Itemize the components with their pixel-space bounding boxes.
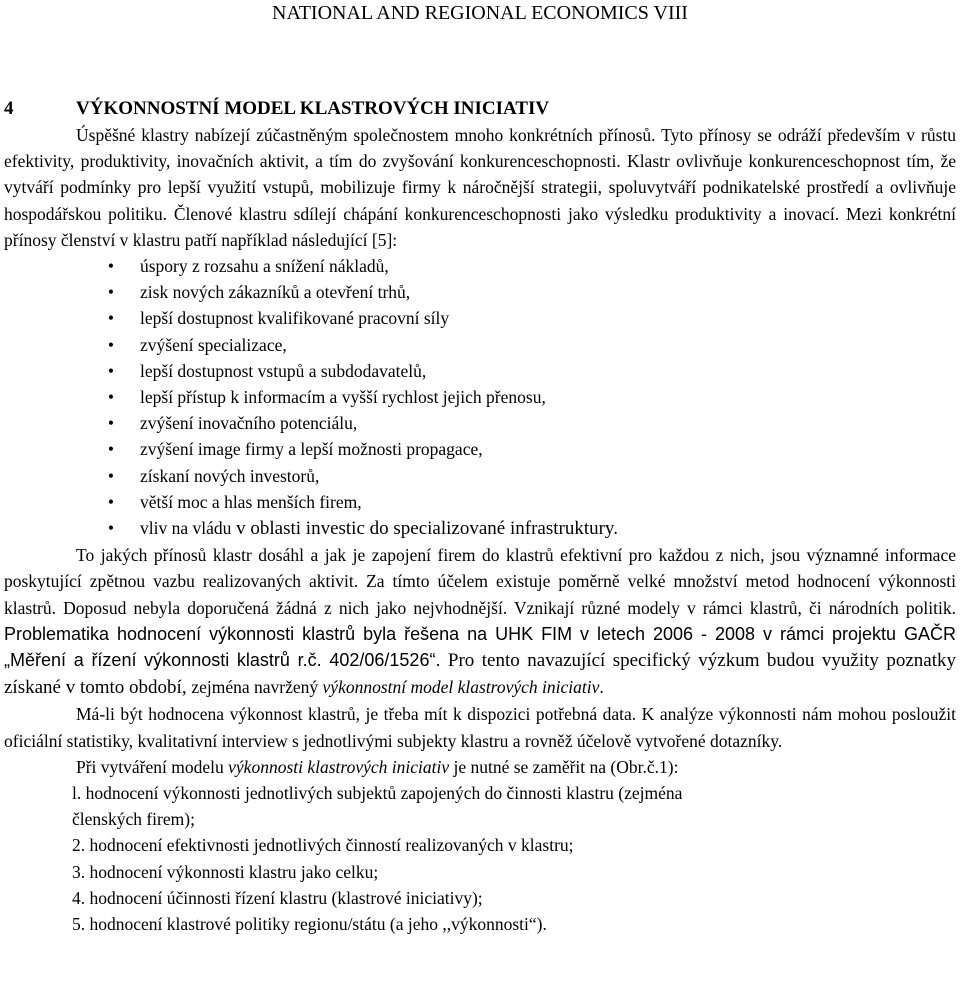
running-header: NATIONAL AND REGIONAL ECONOMICS VIII <box>272 2 688 24</box>
bullet-icon: • <box>107 308 115 329</box>
section-number: 4 <box>4 98 14 119</box>
evaluation-paragraph: To jakých přínosů klastr dosáhl a jak je zapojení firem do klastrů efektivní pro každou z nich, jsou významné informace poskytující zpětnou vazbu realizovaných aktivit. Za tímto účelem existuje poměrně velké množství metod hodnocení výkonnosti klastrů. Doposud nebyla doporučená žádná z nich jako nejvhodnější. Vznikají různé modely v rámci klastrů, či národních politik. Problematika hodnocení výkonnosti klastrů byla řešena na UHK FIM v letech 2006 - 2008 v rámci projektu GAČR „Měření a řízení výkonnosti klastrů r.č. 402/06/1526“. Pro tento navazující specifický výzkum budou využity poznatky získané v tomto období, zejména navržený výkonnostní model klastrových iniciativ. <box>4 545 956 699</box>
bullet-icon: • <box>107 439 115 460</box>
bullet-icon: • <box>107 413 115 434</box>
list-item: • zvýšení specializace, <box>4 332 956 358</box>
section-title: VÝKONNOSTNÍ MODEL KLASTROVÝCH INICIATIV <box>76 98 550 119</box>
document-body <box>4 96 956 937</box>
bullet-icon: • <box>107 491 115 512</box>
list-item: • lepší přístup k informacím a vyšší rychlost jejich přenosu, <box>4 384 956 410</box>
list-item: • získaní nových investorů, <box>4 463 956 489</box>
bullet-icon: • <box>107 387 115 408</box>
model-paragraph: Při vytváření modelu výkonnosti klastrových iniciativ je nutné se zaměřit na (Obr.č.1): <box>76 756 679 777</box>
intro-paragraph: Úspěšné klastry nabízejí zúčastněným společnostem mnoho konkrétních přínosů. Tyto přínosy se odráží především v růstu efektivity, produktivity, inovačních aktivit, a tím do zvyšování konkurenceschopnosti. Klastr ovlivňuje konkurenceschopnost tím, že vytváří podmínky pro lepší využití vstupů, mobilizuje firmy k náročnější strategii, spoluvytváří podnikatelské prostředí a ovlivňuje hospodářskou politiku. Členové klastru sdílejí chápání konkurenceschopnosti jako výsledku produktivity a inovací. Mezi konkrétní přínosy členství v klastru patří například následující [5]: <box>4 125 956 250</box>
list-item: • zvýšení inovačního potenciálu, <box>4 410 956 436</box>
bullet-icon: • <box>107 465 115 486</box>
list-item: • úspory z rozsahu a snížení nákladů, <box>4 253 956 279</box>
list-item: • větší moc a hlas menších firem, <box>4 489 956 515</box>
list-item: • vliv na vládu v oblasti investic do specializované infrastruktury. <box>4 515 956 542</box>
bullet-icon: • <box>107 282 115 303</box>
list-item: • zisk nových zákazníků a otevření trhů, <box>4 279 956 305</box>
list-item: • lepší dostupnost vstupů a subdodavatelů, <box>4 358 956 384</box>
bullet-icon: • <box>107 360 115 381</box>
list-item: • lepší dostupnost kvalifikované pracovní síly <box>4 305 956 331</box>
list-item: 2. hodnocení efektivnosti jednotlivých činností realizovaných v klastru; <box>72 835 574 856</box>
list-item: 3. hodnocení výkonnosti klastru jako celku; <box>72 861 379 882</box>
list-item: 4. hodnocení účinnosti řízení klastru (klastrové iniciativy); <box>72 887 483 908</box>
bullet-icon: • <box>107 334 115 355</box>
section-heading <box>4 96 956 122</box>
list-item: • zvýšení image firmy a lepší možnosti propagace, <box>4 436 956 462</box>
benefits-list <box>4 253 956 542</box>
list-item: l. hodnocení výkonnosti jednotlivých subjektů zapojených do činnosti klastru (zejména členských firem); <box>72 783 683 830</box>
data-paragraph: Má-li být hodnocena výkonnost klastrů, je třeba mít k dispozici potřebná data. K analýze výkonnosti nám mohou posloužit oficiální statistiky, kvalitativní interview s jednotlivými subjekty klastru a rovněž účelově vytvořené dotazníky. <box>4 704 956 751</box>
bullet-icon: • <box>107 256 115 277</box>
list-item: 5. hodnocení klastrové politiky regionu/státu (a jeho ,,výkonnosti“). <box>72 914 547 935</box>
bullet-icon: • <box>107 518 115 539</box>
focus-list <box>4 780 956 937</box>
